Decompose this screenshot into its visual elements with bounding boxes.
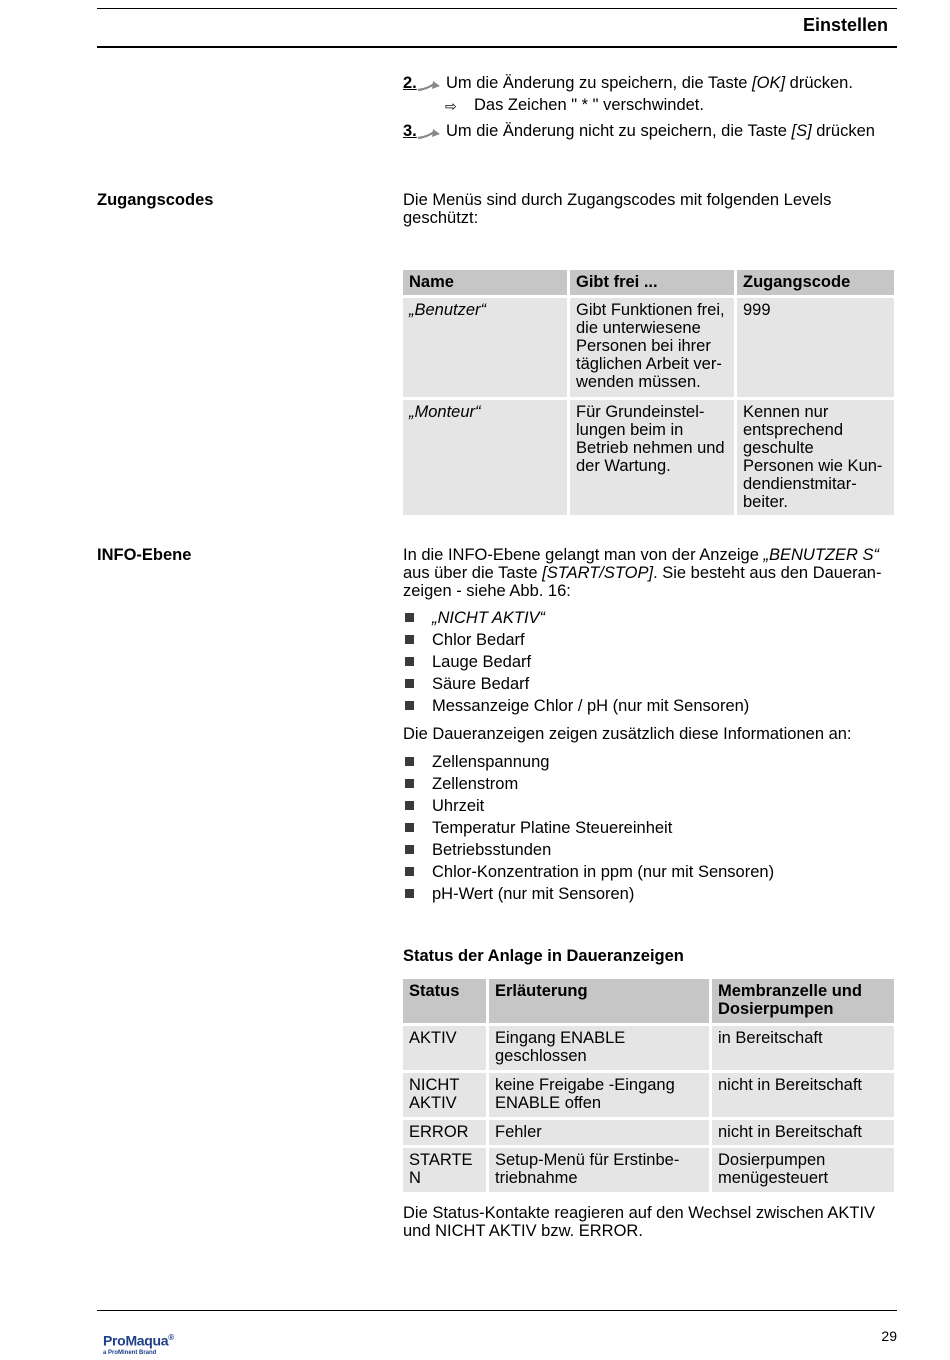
table-row [403,1120,894,1145]
footer-rule [97,1310,897,1311]
step-arrow-icon [417,128,441,140]
access-code-table [400,267,897,518]
table-row [403,1026,894,1070]
table-cell: Für Grundeinstellungen beim in Betrieb nehmen und der Wartung. [570,400,734,515]
list-item: Zellenspannung [403,753,897,775]
column-header-name: Name [403,270,567,295]
step-number: 2. [403,74,417,92]
key-ok: [OK] [752,74,786,92]
square-bullet-icon [405,613,414,622]
table-cell: Dosierpumpen menügesteuert [712,1148,894,1192]
page-number: 29 [881,1328,897,1344]
table-row [403,1073,894,1117]
list-item: Chlor-Konzentration in ppm (nur mit Sensoren) [403,863,897,885]
column-header-explanation: Erläuterung [489,979,709,1023]
key-s: [S] [791,122,812,140]
step-3 [403,122,897,144]
table-cell: ERROR [403,1120,486,1145]
table-header-row [403,270,894,295]
square-bullet-icon [405,757,414,766]
list-item: Temperatur Platine Steuereinheit [403,819,897,841]
table-row [403,400,894,515]
info-list [403,753,897,907]
table-cell: keine Freigabe -Eingang ENABLE offen [489,1073,709,1117]
square-bullet-icon [405,889,414,898]
table-cell: AKTIV [403,1026,486,1070]
table-cell: 999 [737,298,894,397]
header-top-rule [97,8,897,9]
promaqua-logo: ProMaqua® a ProMinent Brand [103,1332,174,1356]
step-arrow-icon [417,80,441,92]
table-header-row [403,979,894,1023]
status-table [400,976,897,1195]
section-heading-info-level: INFO-Ebene [97,546,192,564]
table-cell: „Monteur“ [403,400,567,515]
table-row [403,298,894,397]
status-footer-text: Die Status-Kontakte reagieren auf den Wechsel zwischen AKTIV und NICHT AKTIV bzw. ERROR. [403,1204,876,1240]
column-header-grants: Gibt frei ... [570,270,734,295]
column-header-code: Zugangscode [737,270,894,295]
table-cell: Kennen nur entsprechend geschulte Personen wie Kundendienstmitarbeiter. [737,400,894,515]
list-item: Lauge Bedarf [403,653,897,675]
table-cell: Eingang ENABLE geschlossen [489,1026,709,1070]
table-cell: nicht in Bereitschaft [712,1120,894,1145]
square-bullet-icon [405,635,414,644]
header-bottom-rule [97,46,897,48]
table-row [403,1148,894,1192]
access-code-table-wrap [403,267,897,518]
list-item: Messanzeige Chlor / pH (nur mit Sensoren) [403,697,897,719]
square-bullet-icon [405,779,414,788]
square-bullet-icon [405,823,414,832]
info-mid-text: Die Daueranzeigen zeigen zusätzlich diese Informationen an: [403,725,852,743]
step-number: 3. [403,122,417,140]
column-header-cell-pumps: Membranzelle und Dosierpumpen [712,979,894,1023]
info-section [403,546,897,907]
instruction-steps [403,74,897,144]
info-intro: In die INFO-Ebene gelangt man von der Anzeige „BENUTZER S“ aus über die Taste [START/STOP]. Sie besteht aus den Daueranzeigen - siehe Abb. 16: [403,546,882,600]
column-header-status: Status [403,979,486,1023]
table-cell: Fehler [489,1120,709,1145]
list-item: „NICHT AKTIV“ [403,609,897,631]
table-cell: Setup-Menü für Erstinbetriebnahme [489,1148,709,1192]
square-bullet-icon [405,657,414,666]
step-text: Um die Änderung nicht zu speichern, die Taste [S] drücken [446,122,875,140]
list-item: pH-Wert (nur mit Sensoren) [403,885,897,907]
list-item: Uhrzeit [403,797,897,819]
square-bullet-icon [405,701,414,710]
list-item: Betriebsstunden [403,841,897,863]
square-bullet-icon [405,679,414,688]
table-cell: in Bereitschaft [712,1026,894,1070]
step-2 [403,74,897,96]
section-heading-access-codes: Zugangscodes [97,191,214,209]
square-bullet-icon [405,845,414,854]
step-text: Um die Änderung zu speichern, die Taste [OK] drücken. [446,74,853,92]
result-text: Das Zeichen " * " verschwindet. [474,96,704,114]
table-cell: nicht in Bereitschaft [712,1073,894,1117]
square-bullet-icon [405,867,414,876]
page-title: Einstellen [802,15,888,35]
status-heading: Status der Anlage in Daueranzeigen [403,947,684,965]
access-intro: Die Menüs sind durch Zugangscodes mit folgenden Levels geschützt: [403,191,832,227]
status-section [403,947,897,1240]
result-arrow-icon: ⇨ [445,98,457,114]
list-item: Säure Bedarf [403,675,897,697]
list-item: Zellenstrom [403,775,897,797]
step-2-result [403,96,897,122]
table-cell: „Benutzer“ [403,298,567,397]
list-item: Chlor Bedarf [403,631,897,653]
square-bullet-icon [405,801,414,810]
table-cell: NICHT AKTIV [403,1073,486,1117]
display-list [403,609,897,719]
table-cell: Gibt Funktionen frei, die unterwiesene Personen bei ihrer täglichen Arbeit verwenden müssen. [570,298,734,397]
table-cell: STARTE N [403,1148,486,1192]
